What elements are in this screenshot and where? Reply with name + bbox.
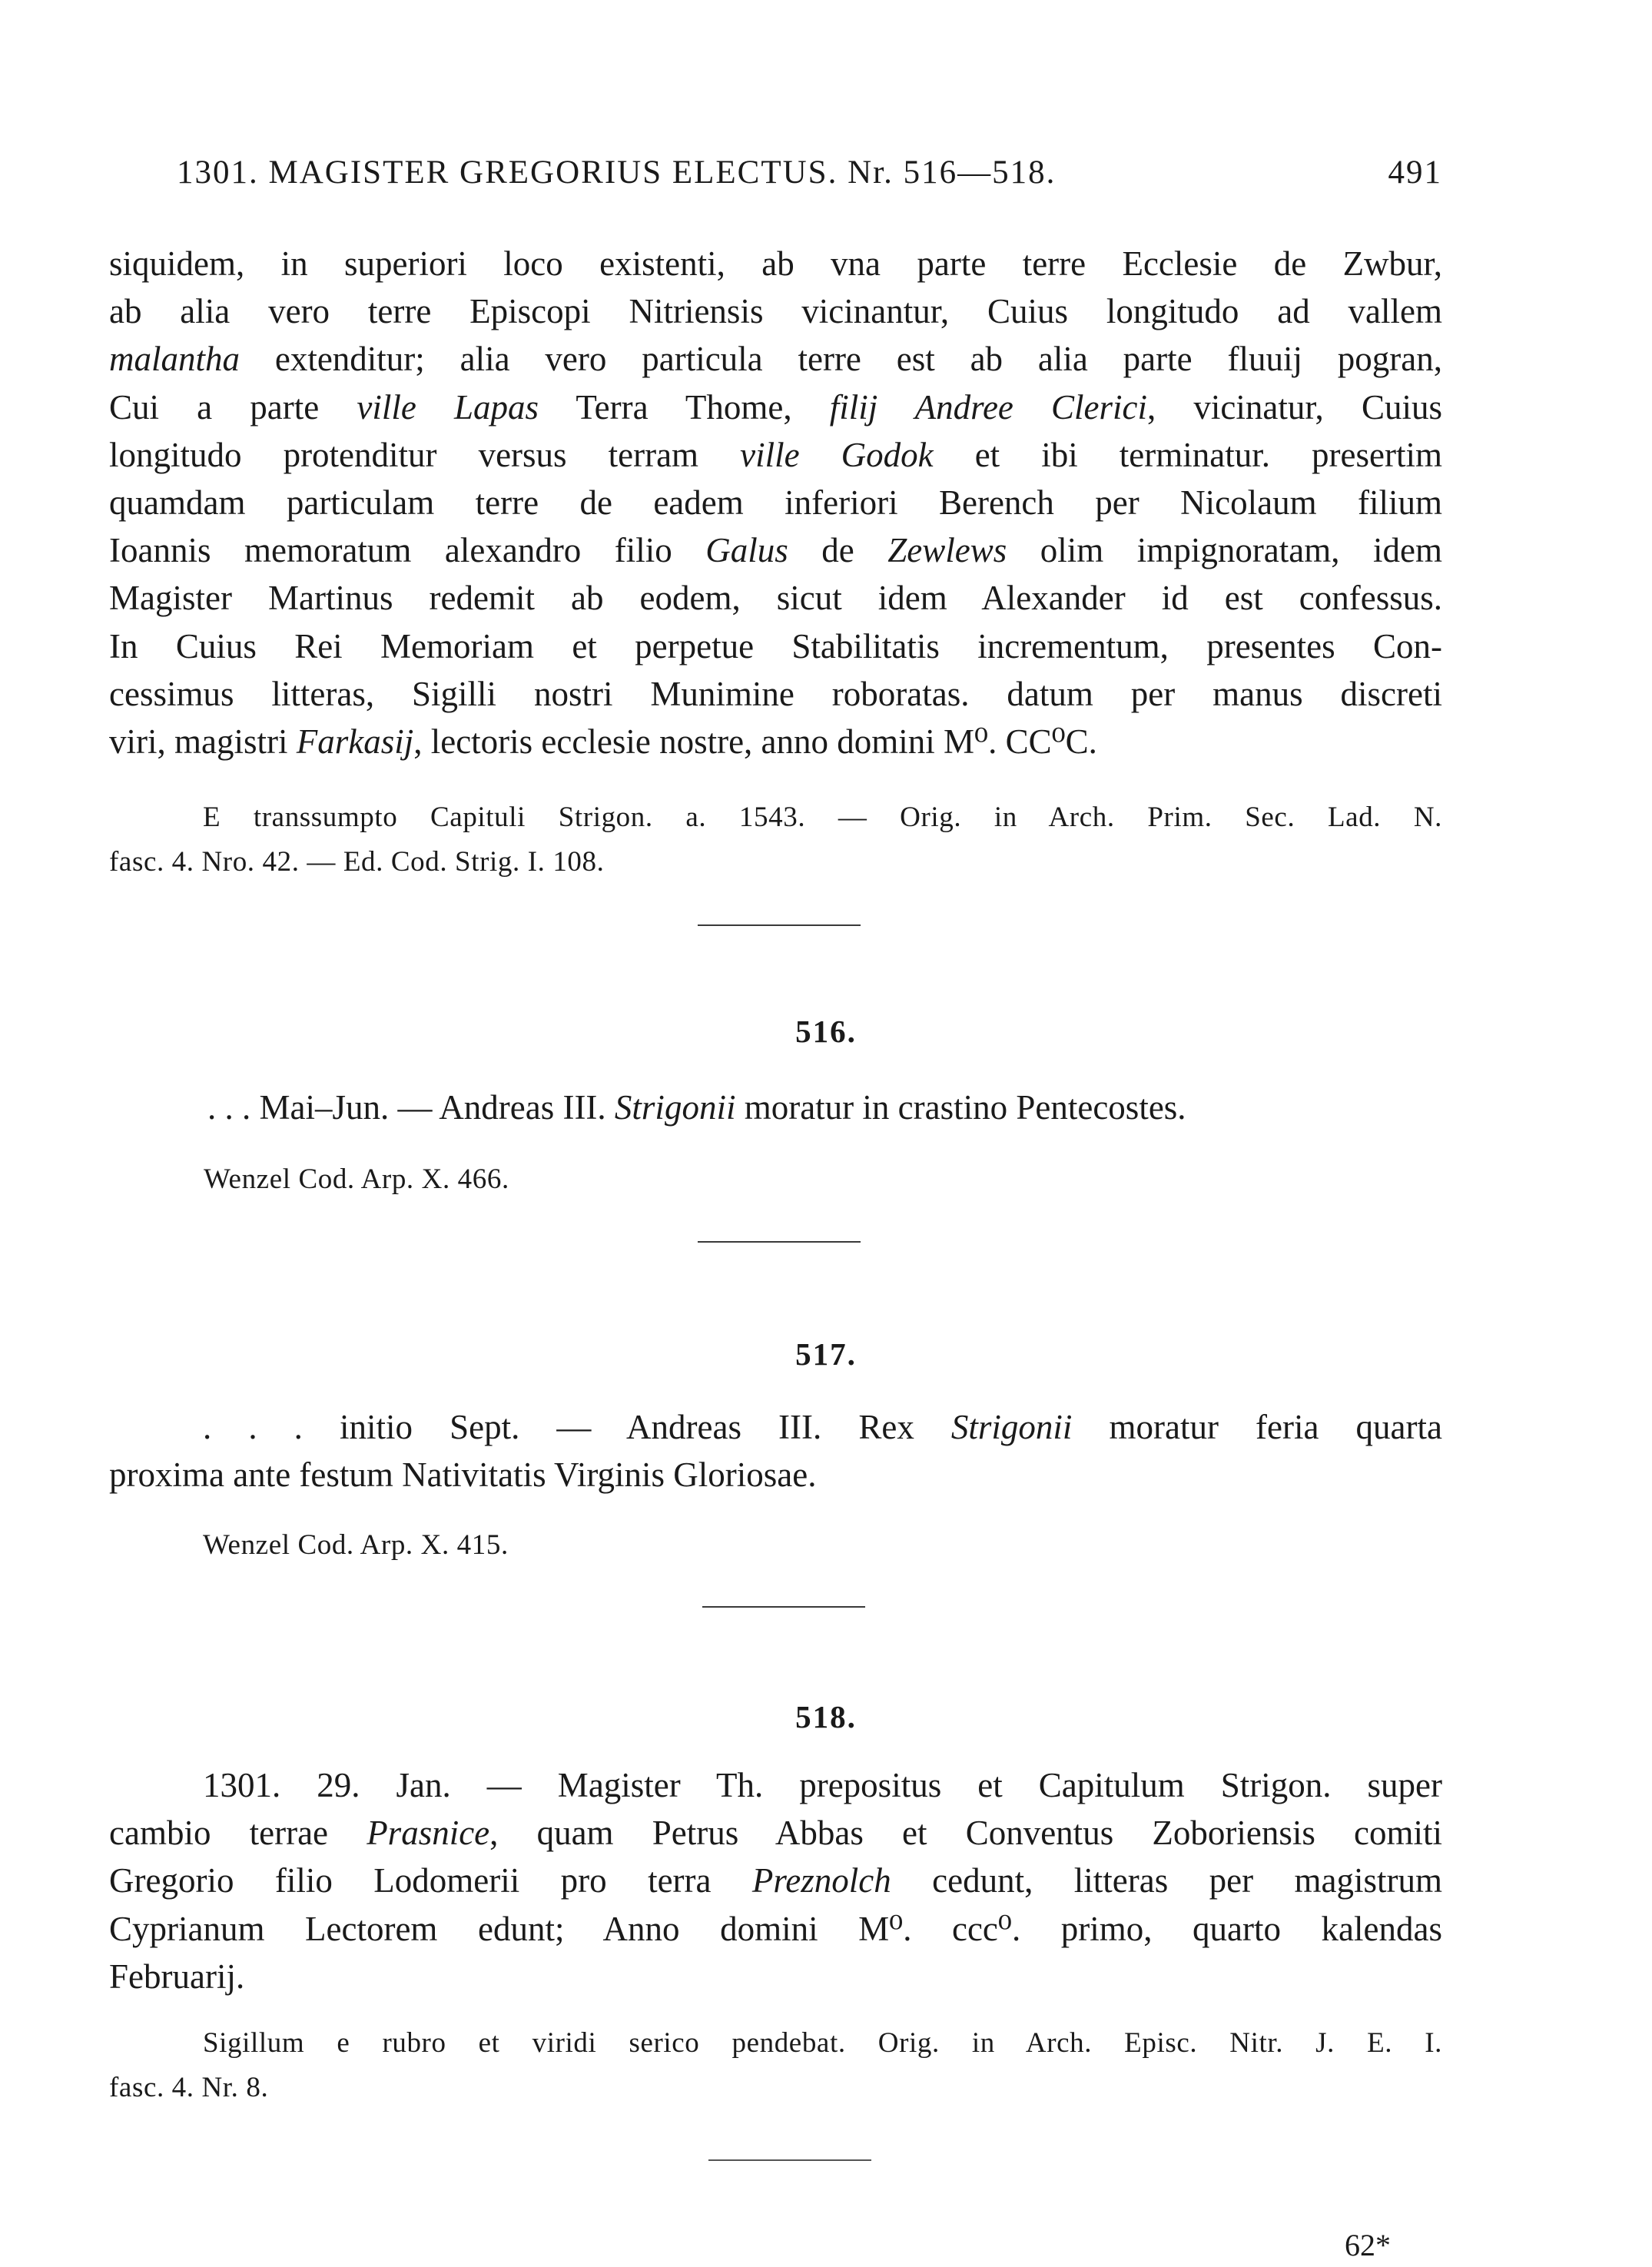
text-line bbox=[109, 335, 1442, 383]
italic-segment: ville Godok bbox=[740, 435, 934, 474]
italic-segment: Strigonii bbox=[950, 1408, 1073, 1446]
text-segment: Cui a parte bbox=[109, 387, 357, 427]
text-segment: moratur feria quarta bbox=[1072, 1408, 1442, 1446]
text-segment: cessimus litteras, Sigilli nostri Munimine roboratas. datum per manus discreti bbox=[109, 674, 1442, 713]
italic-segment: filij Andree Clerici bbox=[829, 387, 1148, 427]
text-line bbox=[109, 431, 1442, 479]
note-line: fasc. 4. Nro. 42. — Ed. Cod. Strig. I. 108. bbox=[109, 846, 605, 878]
italic-segment: Preznolch bbox=[751, 1861, 891, 1900]
text-line bbox=[109, 1905, 1442, 1953]
text-segment: extenditur; alia vero particula terre est ab alia parte fluuij pogran, bbox=[240, 340, 1442, 379]
text-line bbox=[207, 1084, 1442, 1131]
text-segment: de bbox=[788, 531, 888, 570]
note-line: Wenzel Cod. Arp. X. 466. bbox=[204, 1163, 509, 1195]
continued-charter-text bbox=[109, 240, 1442, 765]
text-line bbox=[109, 718, 1442, 765]
text-segment: , vicinatur, Cuius bbox=[1147, 387, 1442, 427]
text-segment: cedunt, litteras per magistrum bbox=[891, 1861, 1443, 1900]
entry-number-516: 516. bbox=[795, 1014, 857, 1049]
text-segment: olim impignoratam, idem bbox=[1007, 531, 1442, 570]
entry-517-text bbox=[109, 1403, 1442, 1499]
text-line bbox=[109, 1761, 1442, 1809]
text-segment: viri, magistri bbox=[109, 722, 297, 761]
text-segment: siquidem, in superiori loco existenti, ab vna parte terre Ecclesie de Zwbur, bbox=[109, 244, 1442, 283]
text-segment: moratur in crastino Pentecostes. bbox=[735, 1088, 1186, 1127]
text-segment: In Cuius Rei Memoriam et perpetue Stabilitatis incrementum, presentes Con- bbox=[109, 626, 1442, 665]
entry-516-source-note bbox=[204, 1157, 1537, 1202]
page-number: 491 bbox=[1388, 154, 1442, 191]
italic-segment: malantha bbox=[109, 340, 241, 379]
text-line bbox=[109, 526, 1442, 574]
italic-segment: Galus bbox=[705, 531, 788, 570]
italic-segment: Zewlews bbox=[887, 531, 1007, 570]
text-segment: Terra Thome, bbox=[539, 387, 830, 427]
text-segment: 1301. 29. Jan. — Magister Th. prepositus et Capitulum Strigon. super bbox=[203, 1766, 1442, 1804]
text-line bbox=[109, 479, 1442, 526]
separator-rule bbox=[708, 2159, 871, 2161]
note-line: Wenzel Cod. Arp. X. 415. bbox=[203, 1529, 509, 1561]
continued-source-note bbox=[109, 795, 1442, 885]
text-line bbox=[109, 383, 1442, 431]
text-segment: , quam Petrus Abbas et Conventus Zoboriensis comiti bbox=[489, 1814, 1442, 1853]
separator-rule bbox=[698, 1241, 861, 1243]
text-segment: quamdam particulam terre de eadem inferiori Berench per Nicolaum filium bbox=[109, 483, 1442, 522]
italic-segment: Prasnice bbox=[367, 1814, 490, 1853]
signature-mark: 62* bbox=[1345, 2228, 1391, 2262]
italic-segment: Farkasij bbox=[296, 722, 414, 761]
text-segment: Februarij. bbox=[109, 1957, 245, 1996]
text-line bbox=[109, 574, 1442, 622]
text-segment: ab alia vero terre Episcopi Nitriensis vicinantur, Cuius longitudo ad vallem bbox=[109, 292, 1442, 331]
note-line: E transsumpto Capituli Strigon. a. 1543. — Orig. in Arch. Prim. Sec. Lad. N. bbox=[203, 802, 1442, 833]
text-segment: Magister Martinus redemit ab eodem, sicut idem Alexander id est confessus. bbox=[109, 579, 1442, 618]
text-segment: Gregorio filio Lodomerii pro terra bbox=[109, 1861, 752, 1900]
text-line bbox=[109, 622, 1442, 670]
text-line bbox=[109, 1809, 1442, 1857]
text-segment: Cyprianum Lectorem edunt; Anno domini M⁰. ccc⁰. primo, quarto kalendas bbox=[109, 1909, 1442, 1948]
text-segment: . . . initio Sept. — Andreas III. Rex bbox=[203, 1408, 951, 1446]
text-line bbox=[109, 287, 1442, 335]
note-line: fasc. 4. Nr. 8. bbox=[109, 2072, 269, 2103]
text-line bbox=[109, 1953, 1442, 2000]
text-segment: Ioannis memoratum alexandro filio bbox=[109, 531, 706, 570]
entry-518-source-note bbox=[109, 2021, 1442, 2110]
text-segment: , lectoris ecclesie nostre, anno domini M⁰. CC⁰C. bbox=[413, 722, 1097, 761]
text-segment: proxima ante festum Nativitatis Virginis Gloriosae. bbox=[109, 1455, 817, 1495]
running-title: 1301. MAGISTER GREGORIUS ELECTUS. Nr. 516—518. bbox=[177, 154, 1057, 191]
text-segment: cambio terrae bbox=[109, 1814, 367, 1853]
italic-segment: ville Lapas bbox=[357, 387, 539, 427]
page-header bbox=[109, 154, 1442, 200]
text-segment: . . . Mai–Jun. — Andreas III. bbox=[207, 1088, 615, 1127]
separator-rule bbox=[702, 1606, 865, 1608]
note-line: Sigillum e rubro et viridi serico pendebat. Orig. in Arch. Episc. Nitr. J. E. I. bbox=[203, 2027, 1442, 2059]
text-line bbox=[109, 670, 1442, 718]
entry-number-518: 518. bbox=[795, 1699, 857, 1734]
text-segment: et ibi terminatur. presertim bbox=[933, 435, 1442, 474]
entry-518-text bbox=[109, 1761, 1442, 2000]
separator-rule bbox=[698, 924, 861, 926]
entry-number-517: 517. bbox=[795, 1336, 857, 1372]
text-segment: longitudo protenditur versus terram bbox=[109, 435, 741, 474]
text-line bbox=[109, 240, 1442, 287]
text-line bbox=[109, 1857, 1442, 1904]
text-line bbox=[109, 1451, 1442, 1499]
italic-segment: Strigonii bbox=[614, 1088, 736, 1127]
entry-516-text bbox=[207, 1084, 1442, 1131]
text-line bbox=[109, 1403, 1442, 1451]
entry-517-source-note bbox=[109, 1523, 1442, 1568]
